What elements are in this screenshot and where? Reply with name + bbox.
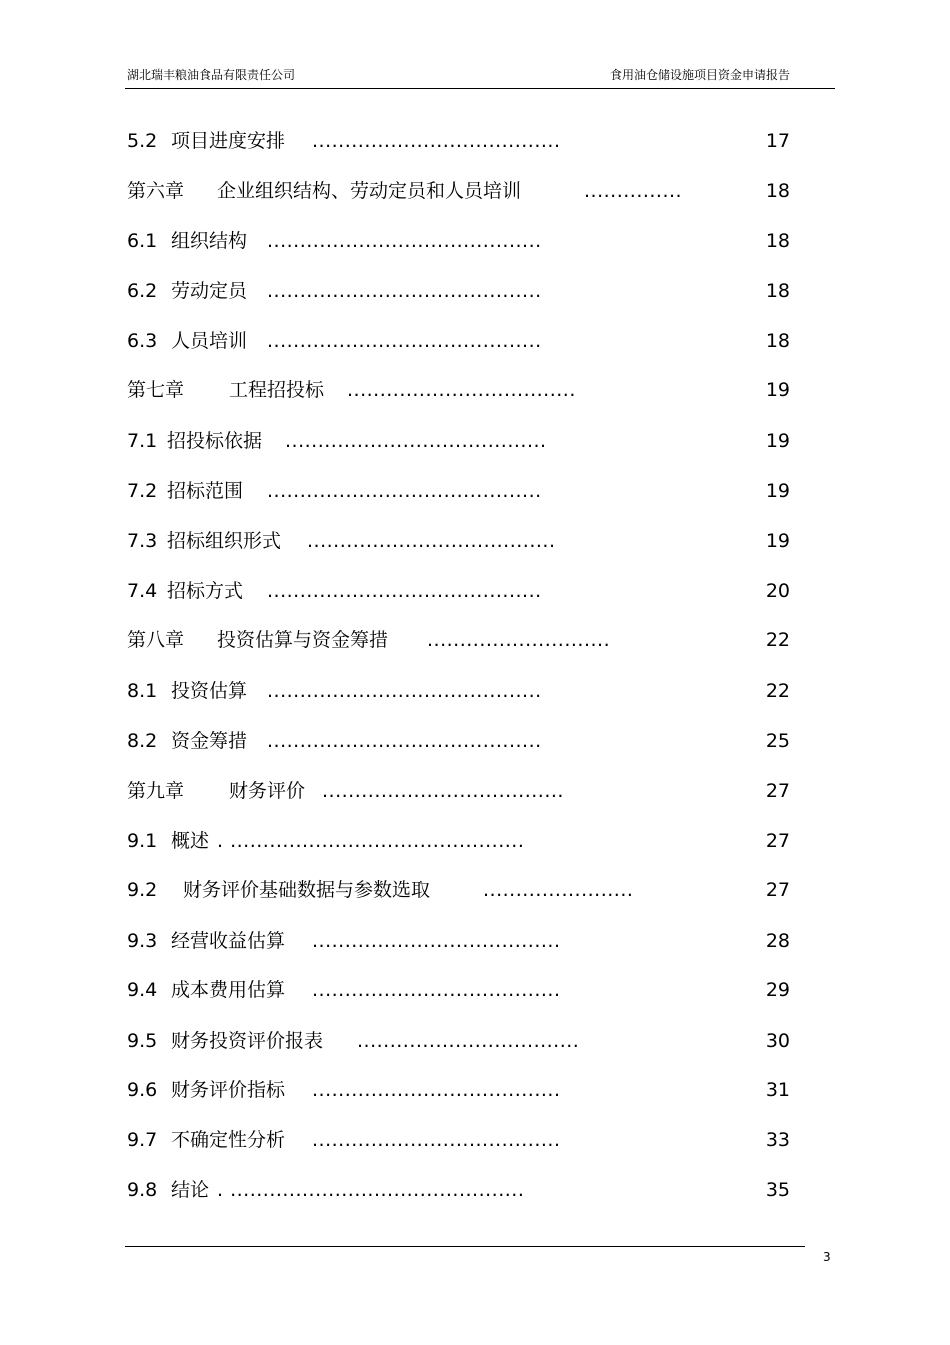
toc-entry-number: 9.8 — [127, 1179, 158, 1201]
toc-leader-dots: .......................................... — [267, 480, 542, 502]
toc-leader-dots: . ............................................. — [217, 1179, 525, 1201]
toc-entry[interactable] — [127, 828, 795, 854]
toc-leader-dots: .......................................... — [267, 330, 542, 352]
toc-leader-dots: .......................................... — [267, 680, 542, 702]
toc-leader-dots: .......................................... — [267, 230, 542, 252]
toc-entry-page: 35 — [765, 1179, 790, 1201]
toc-entry[interactable] — [127, 627, 795, 653]
toc-entry-number: 9.4 — [127, 979, 158, 1001]
toc-leader-dots: ............................ — [427, 629, 611, 651]
toc-entry[interactable] — [127, 1028, 795, 1054]
toc-entry[interactable] — [127, 478, 795, 504]
toc-entry[interactable] — [127, 678, 795, 704]
toc-entry-number: 7.2 — [127, 480, 158, 502]
header-company: 湖北瑞丰粮油食品有限责任公司 — [127, 68, 296, 82]
toc-entry-page: 27 — [765, 879, 790, 901]
toc-entry-title: 人员培训 — [171, 330, 248, 352]
toc-entry-number: 7.4 — [127, 580, 158, 602]
toc-entry-page: 25 — [765, 730, 790, 752]
toc-leader-dots: . ............................................. — [217, 830, 525, 852]
page-number: 3 — [823, 1250, 831, 1264]
toc-entry[interactable] — [127, 877, 795, 903]
toc-entry-number: 第八章 — [127, 629, 185, 651]
toc-leader-dots: .......................................... — [267, 580, 542, 602]
toc-entry-number: 6.3 — [127, 330, 158, 352]
toc-entry[interactable] — [127, 928, 795, 954]
toc-entry-number: 7.3 — [127, 530, 158, 552]
toc-entry-page: 18 — [765, 280, 790, 302]
toc-entry-title: 招标范围 — [167, 480, 244, 502]
toc-entry-number: 9.3 — [127, 930, 158, 952]
toc-entry[interactable] — [127, 428, 795, 454]
toc-leader-dots: ............... — [584, 180, 683, 202]
toc-entry-page: 28 — [765, 930, 790, 952]
toc-leader-dots: ..................................... — [322, 780, 564, 802]
toc-leader-dots: ....................... — [483, 879, 634, 901]
toc-entry-page: 17 — [765, 130, 790, 152]
toc-leader-dots: ...................................... — [307, 530, 556, 552]
toc-entry-number: 6.1 — [127, 230, 158, 252]
toc-entry-page: 19 — [765, 530, 790, 552]
toc-entry-page: 31 — [765, 1079, 790, 1101]
toc-entry[interactable] — [127, 278, 795, 304]
toc-entry-page: 22 — [765, 629, 790, 651]
toc-entry-title: 财务评价 — [229, 780, 306, 802]
toc-entry-title: 财务评价基础数据与参数选取 — [183, 879, 431, 901]
toc-entry-title: 企业组织结构、劳动定员和人员培训 — [217, 180, 522, 202]
toc-entry-page: 20 — [765, 580, 790, 602]
toc-entry-title: 成本费用估算 — [171, 979, 286, 1001]
toc-entry-page: 19 — [765, 480, 790, 502]
toc-leader-dots: ................................... — [347, 379, 576, 401]
toc-entry-number: 9.7 — [127, 1129, 158, 1151]
toc-entry-title: 招标方式 — [167, 580, 244, 602]
toc-entry-title: 招投标依据 — [167, 430, 263, 452]
footer-rule — [125, 1246, 805, 1247]
toc-leader-dots: ........................................ — [285, 430, 547, 452]
toc-entry[interactable] — [127, 228, 795, 254]
toc-entry-title: 组织结构 — [171, 230, 248, 252]
toc-entry-page: 30 — [765, 1030, 790, 1052]
toc-leader-dots: ...................................... — [312, 1129, 561, 1151]
header-report-title: 食用油仓储设施项目资金申请报告 — [609, 68, 790, 82]
toc-entry-number: 9.5 — [127, 1030, 158, 1052]
toc-entry[interactable] — [127, 778, 795, 804]
toc-entry[interactable] — [127, 578, 795, 604]
toc-entry-title: 资金筹措 — [171, 730, 248, 752]
toc-entry-page: 22 — [765, 680, 790, 702]
toc-entry-title: 概述 — [171, 830, 210, 852]
toc-entry-title: 投资估算与资金筹措 — [217, 629, 389, 651]
toc-entry[interactable] — [127, 728, 795, 754]
toc-entry-number: 9.2 — [127, 879, 158, 901]
toc-entry-number: 9.1 — [127, 830, 158, 852]
toc-leader-dots: ...................................... — [312, 930, 561, 952]
toc-entry-title: 财务评价指标 — [171, 1079, 286, 1101]
toc-entry[interactable] — [127, 977, 795, 1003]
toc-entry-number: 第六章 — [127, 180, 185, 202]
toc-leader-dots: ...................................... — [312, 130, 561, 152]
toc-entry-number: 第七章 — [127, 379, 185, 401]
toc-entry-number: 9.6 — [127, 1079, 158, 1101]
toc-leader-dots: ...................................... — [312, 1079, 561, 1101]
toc-entry-page: 27 — [765, 830, 790, 852]
toc-entry[interactable] — [127, 128, 795, 154]
toc-leader-dots: .................................. — [357, 1030, 580, 1052]
toc-entry-page: 18 — [765, 330, 790, 352]
toc-entry-page: 29 — [765, 979, 790, 1001]
toc-entry-number: 6.2 — [127, 280, 158, 302]
toc-leader-dots: .......................................... — [267, 280, 542, 302]
toc-entry-number: 7.1 — [127, 430, 158, 452]
toc-entry[interactable] — [127, 1077, 795, 1103]
toc-entry-page: 27 — [765, 780, 790, 802]
toc-entry-title: 经营收益估算 — [171, 930, 286, 952]
toc-entry-title: 项目进度安排 — [171, 130, 286, 152]
toc-entry-number: 第九章 — [127, 780, 185, 802]
toc-leader-dots: ...................................... — [312, 979, 561, 1001]
toc-entry-number: 5.2 — [127, 130, 158, 152]
toc-entry[interactable] — [127, 528, 795, 554]
toc-entry-title: 工程招投标 — [229, 379, 325, 401]
toc-entry[interactable] — [127, 178, 795, 204]
toc-entry[interactable] — [127, 377, 795, 403]
toc-entry[interactable] — [127, 328, 795, 354]
toc-entry-page: 19 — [765, 379, 790, 401]
toc-entry-title: 结论 — [171, 1179, 210, 1201]
toc-entry-title: 投资估算 — [171, 680, 248, 702]
toc-entry[interactable] — [127, 1127, 795, 1153]
toc-entry-page: 18 — [765, 230, 790, 252]
toc-entry-page: 18 — [765, 180, 790, 202]
toc-leader-dots: .......................................... — [267, 730, 542, 752]
toc-entry-title: 财务投资评价报表 — [171, 1030, 324, 1052]
toc-entry-title: 招标组织形式 — [167, 530, 282, 552]
toc-entry-title: 不确定性分析 — [171, 1129, 286, 1151]
toc-entry-number: 8.1 — [127, 680, 158, 702]
toc-entry[interactable] — [127, 1177, 795, 1203]
toc-entry-page: 19 — [765, 430, 790, 452]
toc-entry-page: 33 — [765, 1129, 790, 1151]
toc-entry-title: 劳动定员 — [171, 280, 248, 302]
toc-entry-number: 8.2 — [127, 730, 158, 752]
